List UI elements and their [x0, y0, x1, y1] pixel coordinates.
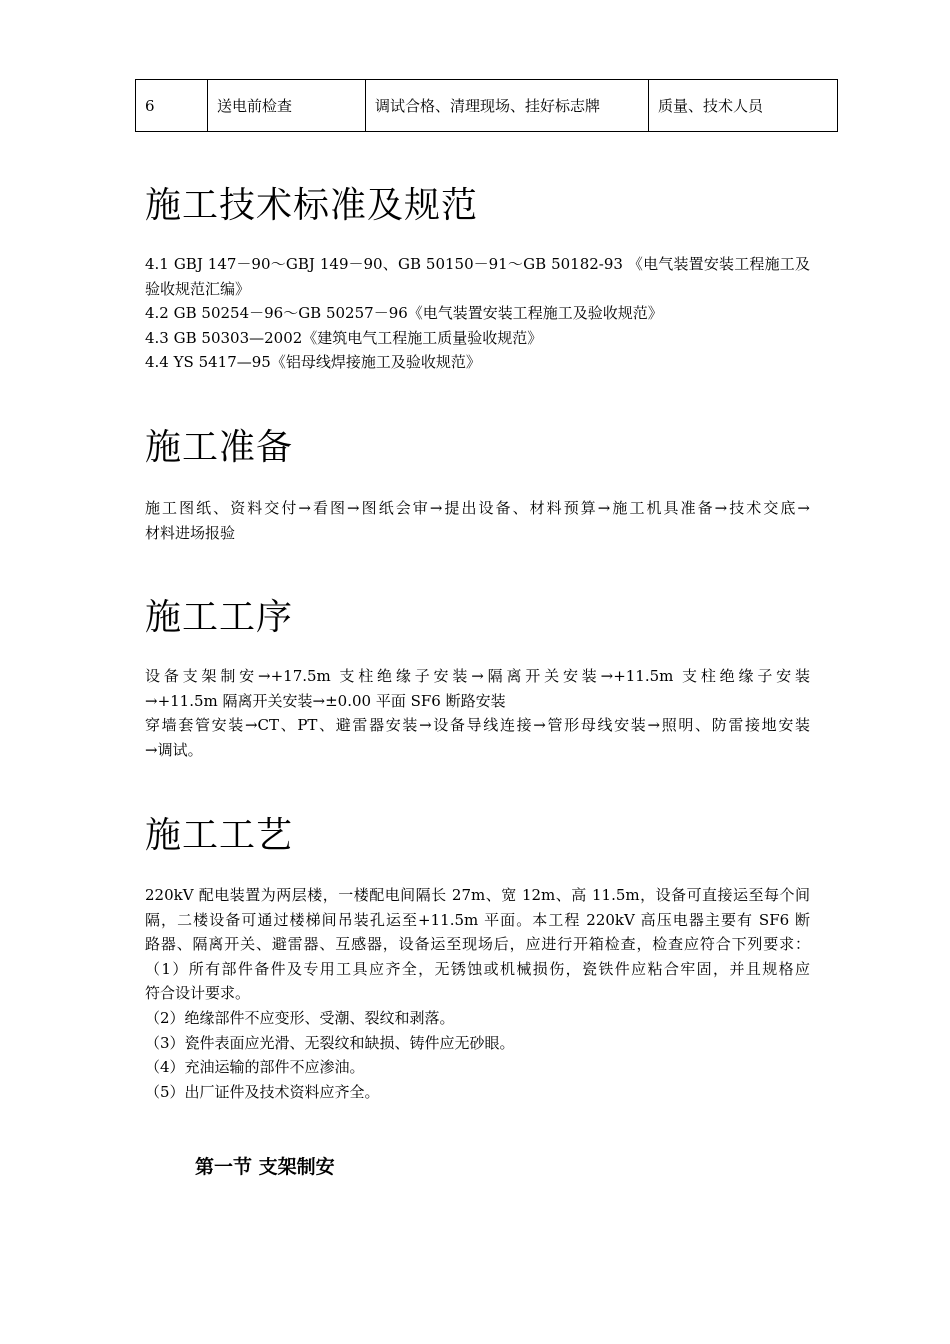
preparation-line: 材料进场报验	[145, 523, 236, 542]
process-line: 隔，二楼设备可通过楼梯间吊装孔运至+11.5m 平面。本工程 220kV 高压电器主要有 SF6 断	[145, 910, 810, 929]
heading-process: 施工工艺	[145, 815, 294, 856]
process-line: （5）出厂证件及技术资料应齐全。	[145, 1082, 380, 1101]
heading-sequence: 施工工序	[145, 597, 294, 638]
preparation-body	[145, 496, 810, 545]
standards-line: 4.3 GB 50303—2002《建筑电气工程施工质量验收规范》	[145, 328, 543, 347]
sequence-line: →调试。	[145, 740, 203, 759]
sequence-line: 设备支架制安→+17.5m 支柱绝缘子安装→隔离开关安装→+11.5m 支柱绝缘子安装	[145, 667, 810, 685]
sequence-body	[145, 664, 810, 762]
cell-responsible: 质量、技术人员	[649, 80, 838, 132]
process-line: （4）充油运输的部件不应渗油。	[145, 1058, 365, 1077]
table-row	[136, 80, 838, 132]
process-body	[145, 883, 810, 1104]
sequence-line: 穿墙套管安装→CT、PT、避雷器安装→设备导线连接→管形母线安装→照明、防雷接地安装	[145, 716, 810, 735]
process-line: 符合设计要求。	[145, 984, 251, 1003]
standards-line: 4.2 GB 50254－96～GB 50257－96《电气装置安装工程施工及验收规范》	[145, 304, 663, 323]
standards-line: 验收规范汇编》	[145, 279, 251, 298]
subsection-heading: 第一节 支架制安	[195, 1156, 335, 1178]
heading-standards: 施工技术标准及规范	[145, 185, 479, 226]
standards-line: 4.1 GBJ 147－90～GBJ 149－90、GB 50150－91～GB 50182-93 《电气装置安装工程施工及	[145, 255, 810, 273]
cell-no: 6	[136, 80, 208, 132]
sequence-line: →+11.5m 隔离开关安装→±0.00 平面 SF6 断路安装	[145, 691, 506, 710]
cell-step: 送电前检查	[208, 80, 366, 132]
process-line: （3）瓷件表面应光滑、无裂纹和缺损、铸件应无砂眼。	[145, 1033, 515, 1052]
schedule-table	[135, 79, 838, 132]
process-line: 220kV 配电装置为两层楼，一楼配电间隔长 27m、宽 12m、高 11.5m，设备可直接运至每个间	[145, 886, 810, 904]
standards-body	[145, 252, 810, 375]
process-line: 路器、隔离开关、避雷器、互感器，设备运至现场后，应进行开箱检查，检查应符合下列要求：	[145, 935, 810, 954]
standards-line: 4.4 YS 5417—95《铝母线焊接施工及验收规范》	[145, 353, 481, 372]
process-line: （1）所有部件备件及专用工具应齐全，无锈蚀或机械损伤，瓷铁件应粘合牢固，并且规格应	[145, 959, 810, 978]
heading-preparation: 施工准备	[145, 427, 294, 468]
preparation-line: 施工图纸、资料交付→看图→图纸会审→提出设备、材料预算→施工机具准备→技术交底→	[145, 499, 810, 517]
cell-content: 调试合格、清理现场、挂好标志牌	[366, 80, 649, 132]
process-line: （2）绝缘部件不应变形、受潮、裂纹和剥落。	[145, 1008, 455, 1027]
